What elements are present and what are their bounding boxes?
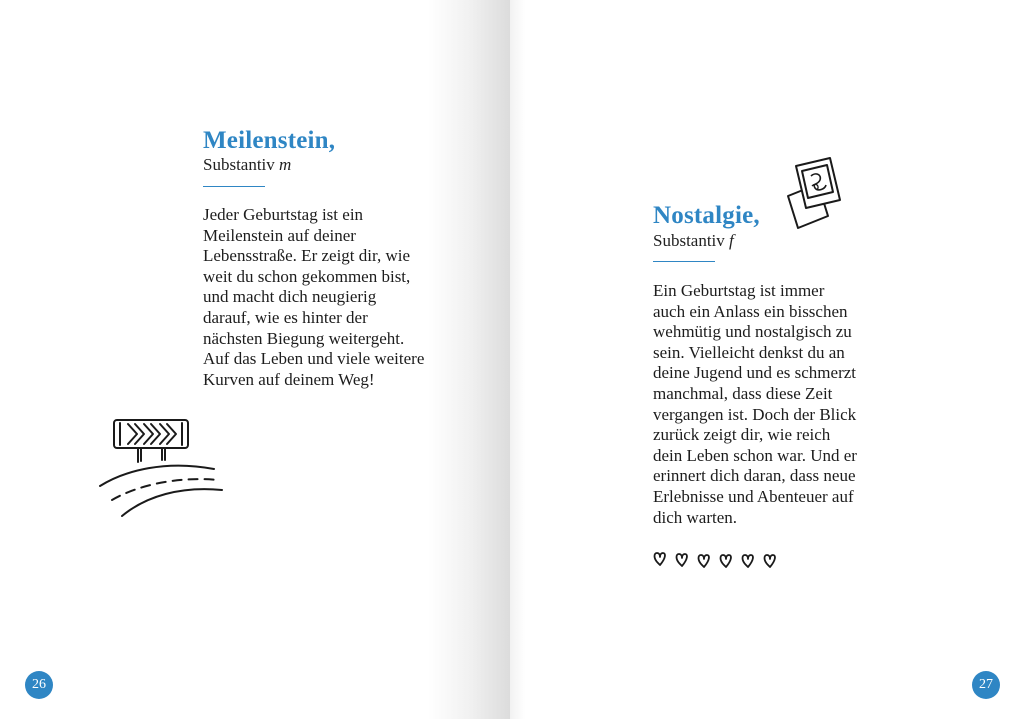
polaroid-photos-icon [782,152,852,232]
entry-body-left [203,205,424,390]
part-of-speech-label: Substantiv [203,155,275,174]
page-number-left: 26 [25,671,53,699]
title-divider-left [203,186,265,187]
body-line: Jeder Geburtstag ist ein [203,205,364,224]
body-line: Erlebnisse und Abenteuer auf [653,486,854,506]
hearts-row-icon [652,549,782,569]
body-line: und macht dich neugierig [203,287,377,307]
entry-body-right [653,281,857,528]
body-line: Meilenstein auf deiner [203,225,356,245]
part-of-speech-right [653,231,734,251]
body-line: auch ein Anlass ein bisschen [653,301,848,321]
body-line: weit du schon gekommen bist, [203,266,411,286]
body-line: vergangen ist. Doch der Blick [653,404,857,424]
part-of-speech-label: Substantiv [653,231,725,250]
title-divider-right [653,261,715,262]
body-line: deine Jugend und es schmerzt [653,363,856,383]
body-line: sein. Vielleicht denkst du an [653,342,845,362]
gender-marker: f [729,231,734,250]
body-line: Ein Geburtstag ist immer [653,281,825,300]
body-line: wehmütig und nostalgisch zu [653,322,852,342]
body-line: zurück zeigt dir, wie reich [653,425,831,445]
right-page [510,0,1020,719]
body-line: manchmal, dass diese Zeit [653,383,833,403]
body-line: Lebensstraße. Er zeigt dir, wie [203,246,411,266]
body-line: erinnert dich daran, dass neue [653,466,856,486]
road-curve-sign-icon [96,412,226,522]
body-line: Auf das Leben und viele weitere [203,349,425,369]
body-line: dein Leben schon war. Und er [653,445,857,465]
entry-title-nostalgie: Nostalgie, [653,202,760,229]
entry-title-meilenstein: Meilenstein, [203,127,336,154]
page-number-right: 27 [972,671,1000,699]
body-line: dich warten. [653,507,738,527]
part-of-speech-left [203,155,291,175]
gender-marker: m [279,155,292,174]
body-line: Kurven auf deinem Weg! [203,369,375,389]
body-line: darauf, wie es hinter der [203,307,368,327]
body-line: nächsten Biegung weitergeht. [203,328,405,348]
